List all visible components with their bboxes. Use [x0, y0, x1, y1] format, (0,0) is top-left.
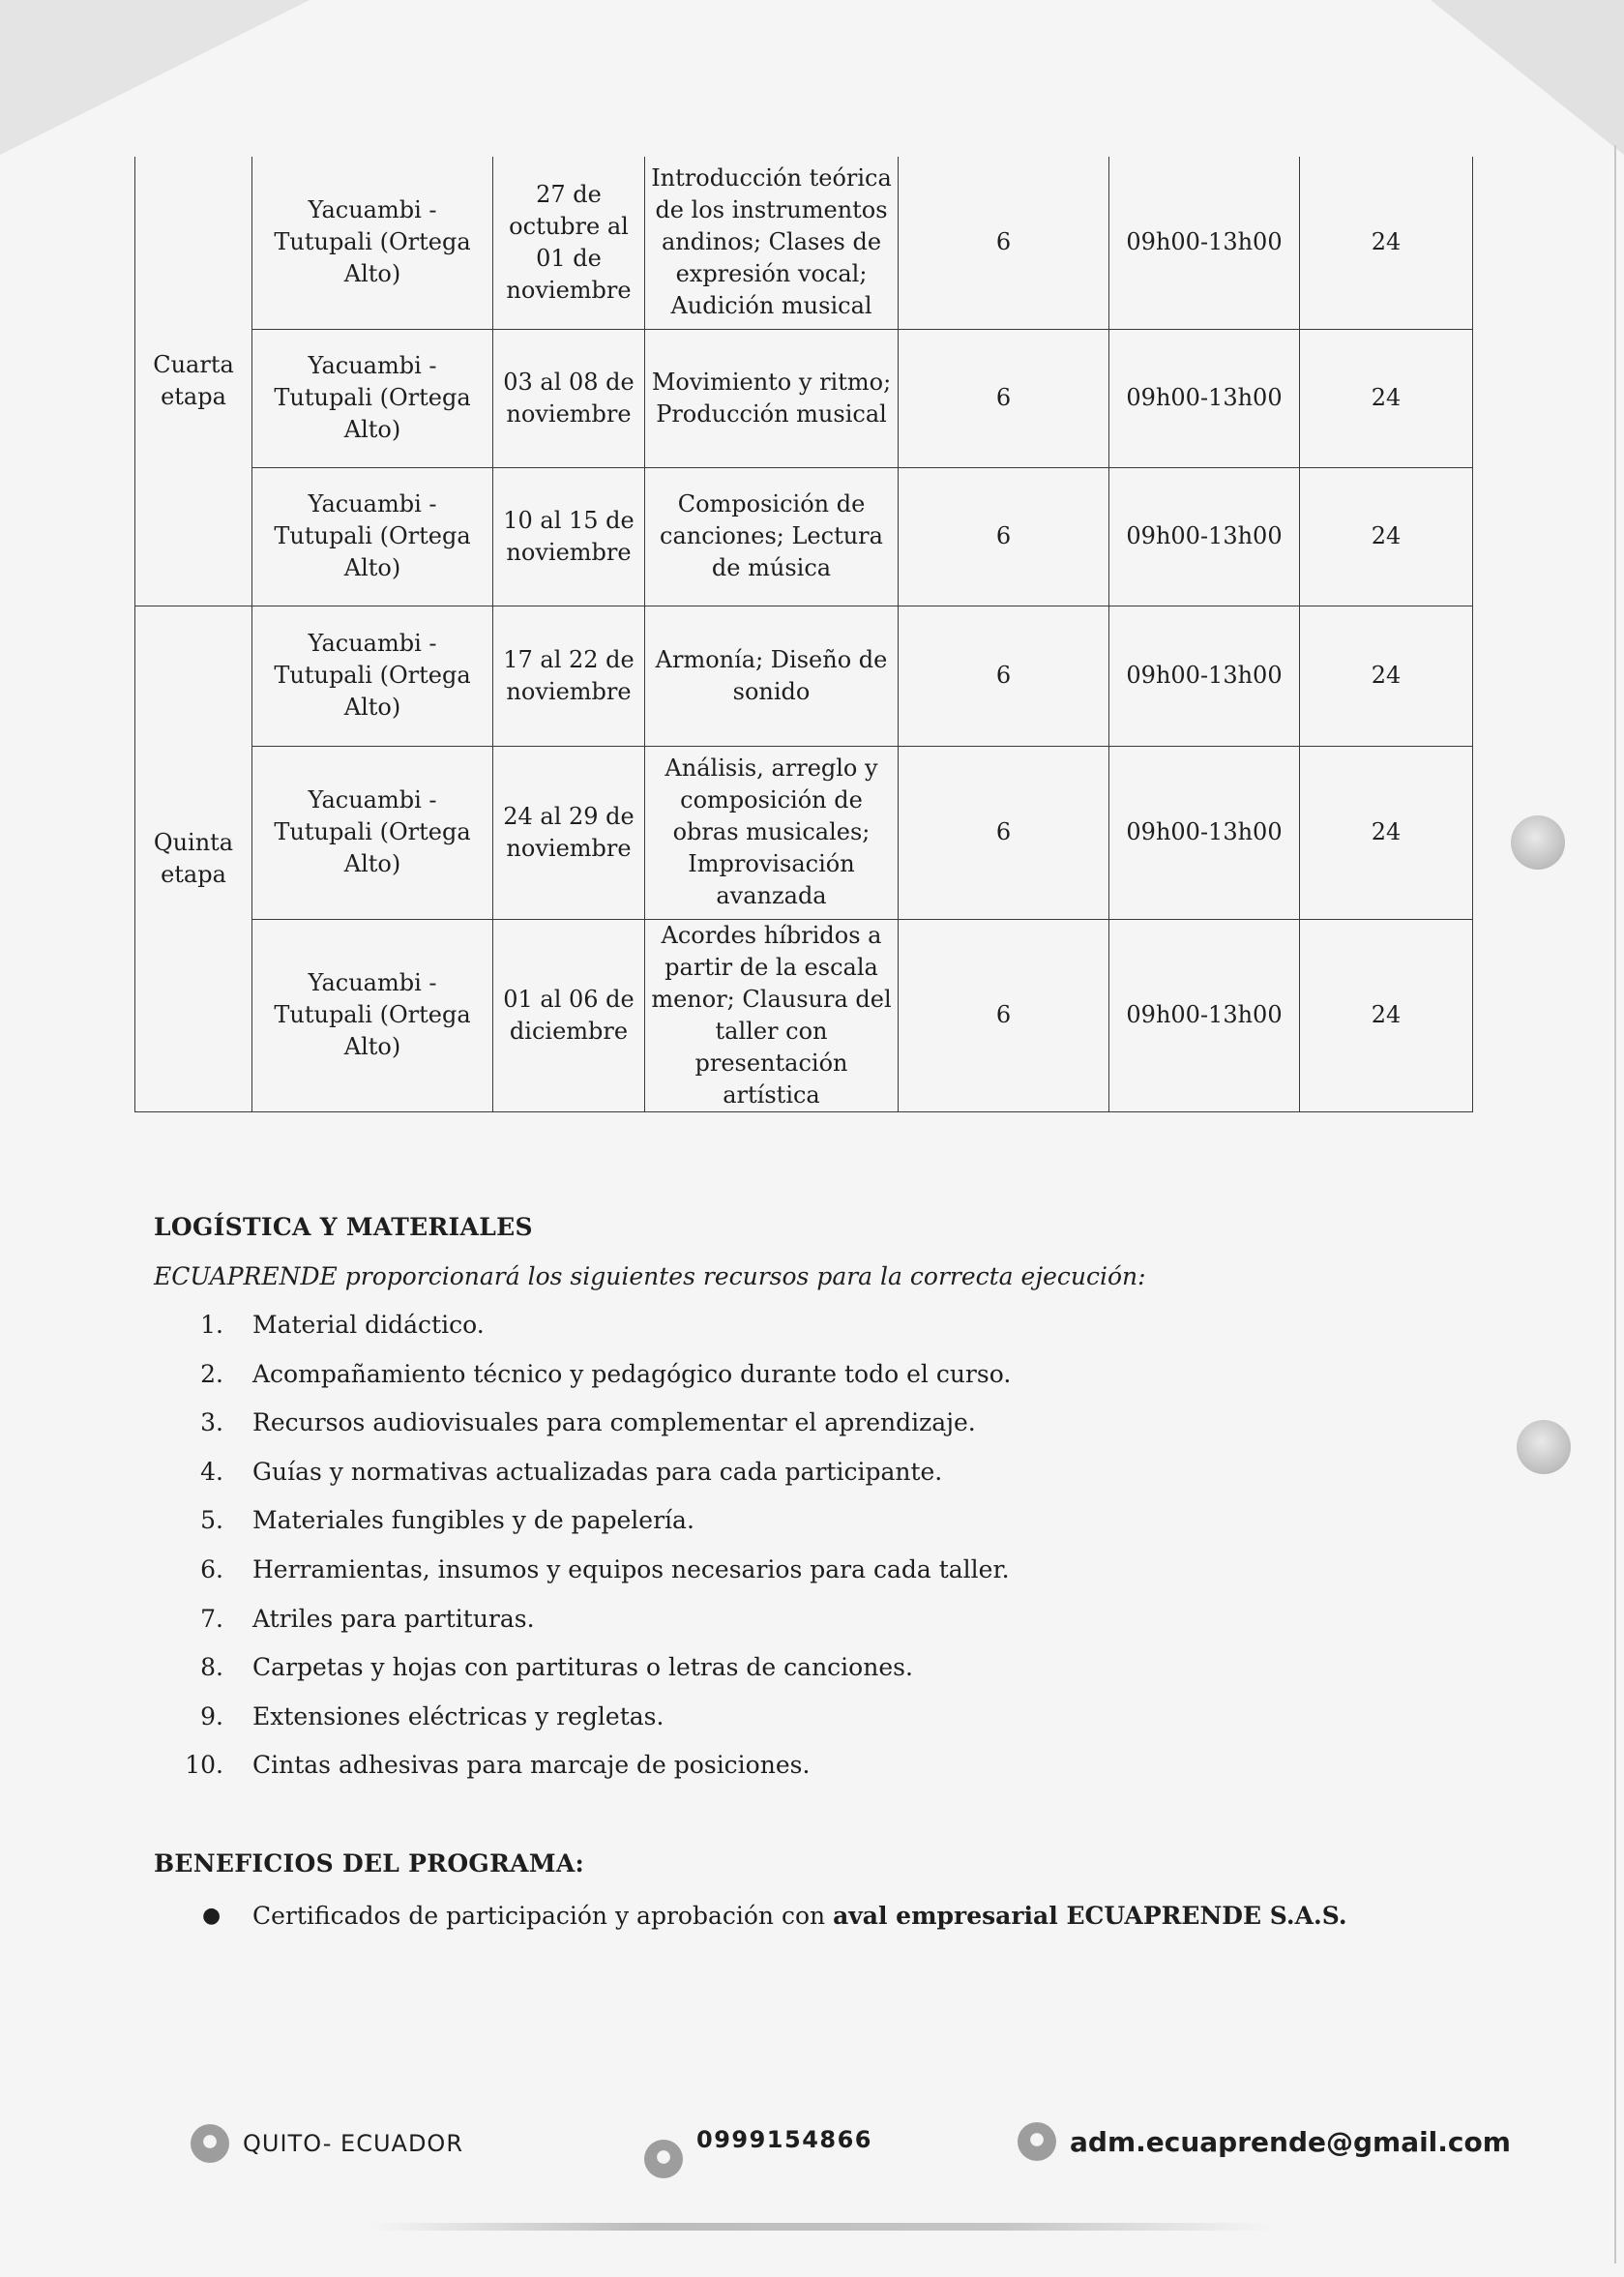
benefits-list [154, 1896, 1347, 1937]
stage-cell: Cuarta etapa [135, 157, 252, 606]
days-cell: 6 [899, 157, 1109, 329]
item-text: Herramientas, insumos y equipos necesarios para cada taller. [252, 1554, 1010, 1583]
benefit-text: Certificados de participación y aprobación con [252, 1902, 834, 1930]
table-row [135, 919, 1473, 1111]
place-cell: Yacuambi - Tutupali (Ortega Alto) [252, 329, 493, 467]
scan-smudge [372, 2223, 1272, 2231]
hours-cell: 24 [1300, 329, 1473, 467]
days-cell: 6 [899, 467, 1109, 606]
list-item [154, 1643, 1011, 1693]
time-cell: 09h00-13h00 [1109, 329, 1300, 467]
dates-cell: 10 al 15 de noviembre [493, 467, 645, 606]
email-icon [1018, 2122, 1056, 2161]
days-cell: 6 [899, 606, 1109, 746]
place-cell: Yacuambi - Tutupali (Ortega Alto) [252, 157, 493, 329]
list-item [154, 1693, 1011, 1742]
item-number: 3. [200, 1408, 223, 1437]
dates-cell: 27 de octubre al 01 de noviembre [493, 157, 645, 329]
table-row [135, 746, 1473, 919]
list-item [154, 1896, 1347, 1937]
hours-cell: 24 [1300, 606, 1473, 746]
table-row [135, 329, 1473, 467]
table-row [135, 467, 1473, 606]
item-text: Materiales fungibles y de papelería. [252, 1506, 694, 1535]
days-cell: 6 [899, 919, 1109, 1111]
item-number: 1. [200, 1311, 223, 1339]
dates-cell: 03 al 08 de noviembre [493, 329, 645, 467]
item-text: Recursos audiovisuales para complementar el aprendizaje. [252, 1408, 976, 1437]
item-number: 10. [185, 1751, 223, 1780]
dates-cell: 17 al 22 de noviembre [493, 606, 645, 746]
days-cell: 6 [899, 746, 1109, 919]
footer-email-text: adm.ecuaprende@gmail.com [1070, 2125, 1511, 2158]
list-item [154, 1399, 1011, 1448]
item-number: 4. [200, 1457, 223, 1486]
footer-phone [644, 2116, 872, 2178]
days-cell: 6 [899, 329, 1109, 467]
list-item [154, 1741, 1011, 1790]
item-number: 2. [200, 1359, 223, 1388]
table-row [135, 606, 1473, 746]
topic-cell: Composición de canciones; Lectura de música [645, 467, 899, 606]
time-cell: 09h00-13h00 [1109, 606, 1300, 746]
place-cell: Yacuambi - Tutupali (Ortega Alto) [252, 467, 493, 606]
stage-cell: Quinta etapa [135, 606, 252, 1111]
logistics-heading: LOGÍSTICA Y MATERIALES [154, 1213, 533, 1241]
place-cell: Yacuambi - Tutupali (Ortega Alto) [252, 606, 493, 746]
item-text: Extensiones eléctricas y regletas. [252, 1701, 664, 1730]
list-item [154, 1595, 1011, 1644]
punch-hole-lower [1517, 1420, 1571, 1474]
item-text: Acompañamiento técnico y pedagógico durante todo el curso. [252, 1359, 1012, 1388]
place-cell: Yacuambi - Tutupali (Ortega Alto) [252, 919, 493, 1111]
item-number: 8. [200, 1653, 223, 1682]
footer-location [191, 2124, 463, 2163]
list-item [154, 1350, 1011, 1400]
topic-cell: Armonía; Diseño de sonido [645, 606, 899, 746]
list-item [154, 1448, 1011, 1497]
item-number: 6. [200, 1554, 223, 1583]
time-cell: 09h00-13h00 [1109, 746, 1300, 919]
list-item [154, 1546, 1011, 1595]
time-cell: 09h00-13h00 [1109, 467, 1300, 606]
scan-shadow-top-left [0, 0, 310, 155]
topic-cell: Movimiento y ritmo; Producción musical [645, 329, 899, 467]
logistics-intro: ECUAPRENDE proporcionará los siguientes recursos para la correcta ejecución: [154, 1262, 1146, 1290]
materials-list [154, 1301, 1011, 1790]
item-text: Carpetas y hojas con partituras o letras de canciones. [252, 1653, 913, 1682]
item-number: 9. [200, 1701, 223, 1730]
topic-cell: Introducción teórica de los instrumentos andinos; Clases de expresión vocal; Audición musical [645, 157, 899, 329]
item-text: Material didáctico. [252, 1311, 485, 1339]
phone-icon [644, 2140, 683, 2178]
hours-cell: 24 [1300, 746, 1473, 919]
list-item [154, 1301, 1011, 1350]
dates-cell: 24 al 29 de noviembre [493, 746, 645, 919]
table-row [135, 157, 1473, 329]
benefit-bold-text: aval empresarial ECUAPRENDE S.A.S. [833, 1902, 1347, 1930]
hours-cell: 24 [1300, 157, 1473, 329]
benefits-heading: BENEFICIOS DEL PROGRAMA: [154, 1849, 585, 1878]
footer-location-text: QUITO- ECUADOR [243, 2130, 463, 2157]
punch-hole-upper [1511, 815, 1565, 870]
item-text: Cintas adhesivas para marcaje de posiciones. [252, 1751, 811, 1780]
time-cell: 09h00-13h00 [1109, 157, 1300, 329]
time-cell: 09h00-13h00 [1109, 919, 1300, 1111]
schedule-table [134, 157, 1473, 1112]
item-number: 5. [200, 1506, 223, 1535]
dates-cell: 01 al 06 de diciembre [493, 919, 645, 1111]
footer-phone-text: 0999154866 [696, 2126, 872, 2153]
item-text: Atriles para partituras. [252, 1604, 535, 1633]
bullet-icon: ● [202, 1904, 221, 1928]
item-text: Guías y normativas actualizadas para cada participante. [252, 1457, 943, 1486]
item-number: 7. [200, 1604, 223, 1633]
topic-cell: Acordes híbridos a partir de la escala menor; Clausura del taller con presentación artística [645, 919, 899, 1111]
footer-email [1018, 2122, 1511, 2161]
scan-edge-line [1614, 145, 1616, 2263]
place-cell: Yacuambi - Tutupali (Ortega Alto) [252, 746, 493, 919]
hours-cell: 24 [1300, 919, 1473, 1111]
scan-shadow-top-right [1431, 0, 1624, 155]
hours-cell: 24 [1300, 467, 1473, 606]
location-pin-icon [191, 2124, 229, 2163]
list-item [154, 1496, 1011, 1546]
topic-cell: Análisis, arreglo y composición de obras musicales; Improvisación avanzada [645, 746, 899, 919]
